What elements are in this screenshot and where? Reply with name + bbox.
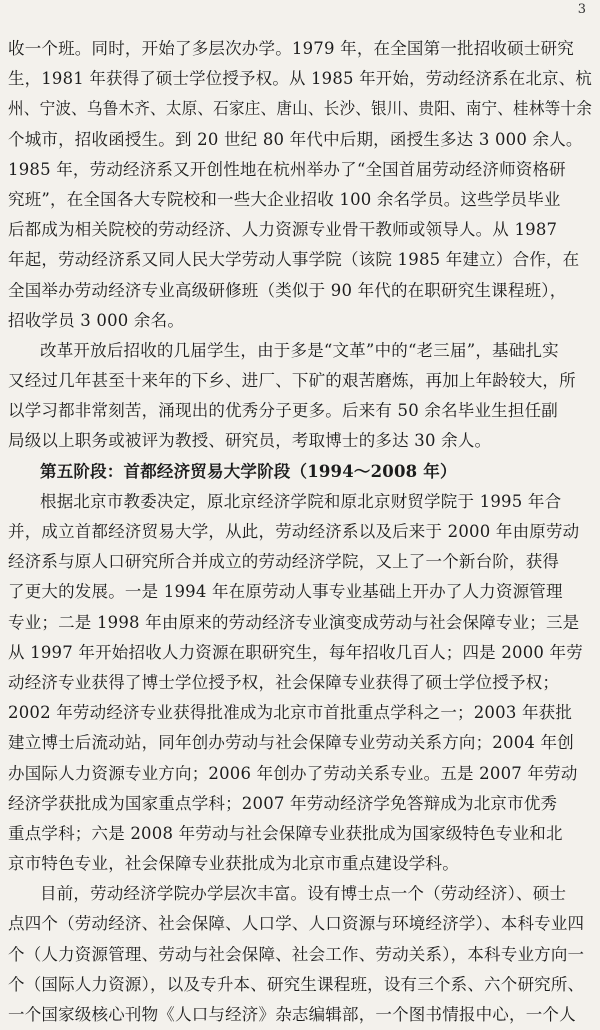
text-line (0, 185, 600, 215)
line-text: 专业；二是 1998 年由原来的劳动经济专业演变成劳动与社会保障专业；三是 (8, 612, 580, 632)
line-text: 一个国家级核心刊物《人口与经济》杂志编辑部，一个图书情报中心，一个人 (8, 1005, 576, 1024)
page-number: 3 (577, 2, 586, 17)
text-line (0, 759, 600, 789)
line-text: 个城市，招收函授生。到 20 世纪 80 年代中后期，函授生多达 3 000 余人。 (8, 129, 583, 149)
line-text: 目前，劳动经济学院办学层次丰富。设有博士点一个（劳动经济）、硕士 (40, 884, 567, 904)
line-text: 了更大的发展。一是 1994 年在原劳动人事专业基础上开办了人力资源管理 (8, 582, 563, 602)
line-text: 1985 年，劳动经济系又开创性地在杭州举办了“全国首届劳动经济师资格研 (8, 159, 566, 179)
line-text: 年起，劳动经济系又同人民大学劳动人事学院（该院 1985 年建立）合作，在 (8, 250, 580, 270)
text-line (0, 698, 600, 728)
text-line (0, 517, 600, 547)
text-line (0, 276, 600, 306)
line-text: 重点学科；六是 2008 年劳动与社会保障专业获批成为国家级特色专业和北 (8, 823, 563, 843)
line-text: 个（国际人力资源），以及专升本、研究生课程班，设有三个系、六个研究所、 (8, 974, 585, 994)
line-text: 改革开放后招收的几届学生，由于多是“文革”中的“老三届”，基础扎实 (40, 340, 559, 360)
line-text: 根据北京市教委决定，原北京经济学院和原北京财贸学院于 1995 年合 (40, 491, 562, 511)
paragraph-start (0, 336, 600, 366)
line-text: 动经济专业获得了博士学位授予权，社会保障专业获得了硕士学位授予权； (8, 672, 560, 692)
line-text: 经济系与原人口研究所合并成立的劳动经济学院，又上了一个新台阶，获得 (8, 552, 560, 572)
line-text: 点四个（劳动经济、社会保障、人口学、人口资源与环境经济学）、本科专业四 (8, 914, 585, 934)
text-line (0, 396, 600, 426)
line-text: 个（人力资源管理、劳动与社会保障、社会工作、劳动关系），本科专业方向一 (8, 944, 585, 964)
section-heading-text: 第五阶段：首都经济贸易大学阶段（1994～2008 年） (40, 461, 457, 481)
line-text: 办国际人力资源专业方向；2006 年创办了劳动关系专业。五是 2007 年劳动 (8, 763, 578, 783)
line-text: 全国举办劳动经济专业高级研修班（类似于 90 年代的在职研究生课程班）， (8, 280, 567, 300)
text-line (0, 125, 600, 155)
line-text: 生，1981 年获得了硕士学位授予权。从 1985 年开始，劳动经济系在北京、杭 (8, 69, 592, 89)
text-line (0, 547, 600, 577)
line-text: 招收学员 3 000 余名。 (8, 310, 185, 330)
text-line (0, 577, 600, 607)
text-line (0, 34, 600, 64)
line-text: 从 1997 年开始招收人力资源在职研究生，每年招收几百人；四是 2000 年劳 (8, 642, 583, 662)
line-text: 以学习都非常刻苦，涌现出的优秀分子更多。后来有 50 余名毕业生担任副 (8, 401, 558, 421)
text-line (0, 215, 600, 245)
line-text: 后都成为相关院校的劳动经济、人力资源专业骨干教师或领导人。从 1987 (8, 220, 558, 240)
text-line (0, 155, 600, 185)
text-line (0, 819, 600, 849)
line-text: 又经过几年甚至十来年的下乡、进厂、下矿的艰苦磨炼，再加上年龄较大，所 (8, 371, 576, 391)
text-line (0, 306, 600, 336)
text-line (0, 426, 600, 456)
text-line (0, 849, 600, 879)
text-line (0, 1000, 600, 1030)
text-line (0, 366, 600, 396)
text-line (0, 970, 600, 1000)
line-text: 局级以上职务或被评为教授、研究员，考取博士的多达 30 余人。 (8, 431, 492, 451)
line-text: 京市特色专业，社会保障专业获批成为北京市重点建设学科。 (8, 854, 459, 874)
text-line (0, 64, 600, 94)
line-text: 建立博士后流动站，同年创办劳动与社会保障专业劳动关系方向；2004 年创 (8, 733, 574, 753)
text-line (0, 668, 600, 698)
text-line (0, 608, 600, 638)
line-text: 州、宁波、乌鲁木齐、太原、石家庄、唐山、长沙、银川、贵阳、南宁、桂林等十余 (8, 99, 592, 119)
text-line (0, 638, 600, 668)
line-text: 并，成立首都经济贸易大学，从此，劳动经济系以及后来于 2000 年由原劳动 (8, 522, 580, 541)
text-line (0, 728, 600, 758)
text-line (0, 909, 600, 939)
text-line (0, 940, 600, 970)
line-text: 2002 年劳动经济专业获得批准成为北京市首批重点学科之一；2003 年获批 (8, 703, 573, 723)
text-line (0, 94, 600, 124)
line-text: 收一个班。同时，开始了多层次办学。1979 年，在全国第一批招收硕士研究 (8, 39, 574, 58)
section-heading (0, 457, 600, 487)
paragraph-start (0, 487, 600, 517)
line-text: 经济学获批成为国家重点学科；2007 年劳动经济学免答辩成为北京市优秀 (8, 793, 558, 813)
body-text (0, 34, 600, 1030)
text-line (0, 245, 600, 275)
line-text: 究班”，在全国各大专院校和一些大企业招收 100 余名学员。这些学员毕业 (8, 189, 561, 209)
paragraph-start (0, 879, 600, 909)
text-line (0, 789, 600, 819)
